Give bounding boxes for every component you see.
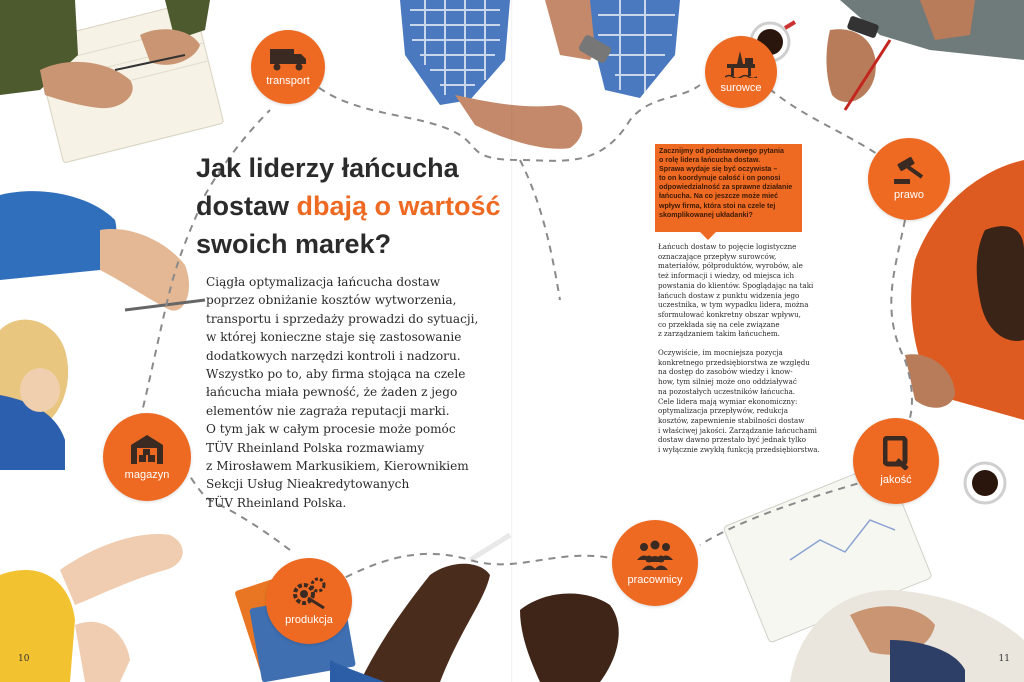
node-produkcja-label: produkcja <box>285 614 333 626</box>
body-line: uczestnika, w tym wypadku lidera, można <box>658 300 809 310</box>
page-number-right: 11 <box>998 654 1010 664</box>
callout-line: Sprawa wydaje się być oczywista – <box>659 165 778 174</box>
body-line: how, tym silniej może ono oddziaływać <box>658 377 797 387</box>
headline-line-1: Jak liderzy łańcucha <box>196 153 459 183</box>
lead-line: TÜV Rheinland Polska. <box>206 495 347 510</box>
body-line: oznaczające przepływ surowców, <box>658 251 777 261</box>
node-prawo-label: prawo <box>894 189 924 201</box>
node-pracownicy <box>612 520 698 606</box>
body-line: Oczywiście, im mocniejsza pozycja <box>658 348 783 358</box>
callout-pointer <box>700 232 716 240</box>
node-surowce <box>705 36 777 108</box>
body-line: powstania do klientów. Spoglądając na taki <box>658 280 814 290</box>
callout-line: Zacznijmy od podstawowego pytania <box>659 147 784 155</box>
lead-line: Wszystko po to, aby firma stojąca na czele <box>206 367 466 382</box>
body-line: z zarządzaniem takim łańcuchem. <box>658 329 780 339</box>
body-line: Łańcuch dostaw to pojęcie logistyczne <box>658 242 797 251</box>
gavel-icon <box>892 157 926 185</box>
callout-line: wpływ firma, która stoi na czele tej <box>659 201 776 210</box>
paragraph-gap <box>658 339 818 348</box>
lead-line: poprzez obniżanie kosztów wytworzenia, <box>206 293 457 308</box>
body-line: Cele lidera mają wymiar ekonomiczny: <box>658 396 798 406</box>
body-line: też informacji i wiedzy, od miejsca ich <box>658 271 795 281</box>
body-line: i wyłącznie zwykłą funkcją przedsiębiorstwa. <box>658 445 820 455</box>
page-gutter <box>511 0 513 682</box>
node-surowce-label: surowce <box>720 82 762 94</box>
node-magazyn-label: magazyn <box>124 469 170 481</box>
lead-line: Ciągła optymalizacja łańcucha dostaw <box>206 275 441 289</box>
body-line: optymalizacja przepływów, redukcja <box>658 406 788 416</box>
node-transport <box>251 30 325 104</box>
body-line: sformułować konkretny obszar wpływu, <box>658 309 801 319</box>
lead-line: transportu i sprzedaży prowadzi do sytuacji, <box>206 311 479 326</box>
callout-line: odpowiedzialność za sprawne działanie <box>659 183 793 192</box>
headline-line-3: swoich marek? <box>196 229 392 259</box>
node-jakosc <box>853 418 939 504</box>
body-line: materiałów, półproduktów, wyrobów, ale <box>658 261 803 271</box>
article-body <box>658 242 818 455</box>
page-number-left: 10 <box>18 654 30 664</box>
node-magazyn <box>103 413 191 501</box>
body-line: łańcuch dostaw z punktu widzenia jego <box>658 290 800 300</box>
node-jakosc-label: jakość <box>880 474 912 486</box>
body-line: na dostęp do zasobów wiedzy i know- <box>658 367 793 377</box>
callout-line: łańcucha. Na co jeszcze może mieć <box>659 192 779 201</box>
node-produkcja <box>266 558 352 644</box>
q-letter-icon <box>883 436 909 470</box>
lead-line: elementów nie zagraża reputacji marki. <box>206 403 450 418</box>
callout-line: skomplikowanej układanki? <box>659 210 753 219</box>
node-prawo <box>868 138 950 220</box>
oil-rig-icon <box>725 50 757 78</box>
body-line: co przekłada się na cele związane <box>658 319 780 329</box>
callout-line: to on koordynuje całość i on ponosi <box>659 174 781 183</box>
article-headline <box>196 149 526 263</box>
body-line: i właściwej jakości. Zarządzanie łańcuchami <box>658 425 817 435</box>
lead-line: dodatkowych narzędzi kontroli i nadzoru. <box>206 348 461 363</box>
truck-icon <box>269 47 307 71</box>
lead-line: Sekcji Usług Nieakredytowanych <box>206 477 410 492</box>
body-line: konkretnego przedsiębiorstwa ze względu <box>658 357 810 367</box>
node-transport-label: transport <box>266 75 310 87</box>
headline-line-2 <box>196 187 526 225</box>
lead-line: w której konieczne staje się zastosowanie <box>206 330 462 345</box>
people-icon <box>635 540 675 570</box>
body-line: dostaw dawno przestało być jednak tylko <box>658 435 806 445</box>
body-line: na pozostałych uczestników łańcucha. <box>658 386 796 396</box>
intro-question-callout <box>655 144 802 232</box>
lead-line: z Mirosławem Markusikiem, Kierownikiem <box>206 459 469 474</box>
article-lead <box>206 273 491 512</box>
lead-line: O tym jak w całym procesie może pomóc <box>206 422 456 437</box>
lead-line: TÜV Rheinland Polska rozmawiamy <box>206 440 425 455</box>
node-pracownicy-label: pracownicy <box>627 574 683 586</box>
headline-accent: dbają o wartość <box>296 191 501 221</box>
lead-line: łańcucha miała pewność, że żaden z jego <box>206 385 458 400</box>
callout-line: o rolę lidera łańcucha dostaw. <box>659 156 761 165</box>
body-line: kosztów, zapewnienie stabilności dostaw <box>658 415 805 425</box>
gears-icon <box>290 576 328 610</box>
warehouse-icon <box>129 433 165 465</box>
headline-line-2-plain: dostaw <box>196 191 297 221</box>
